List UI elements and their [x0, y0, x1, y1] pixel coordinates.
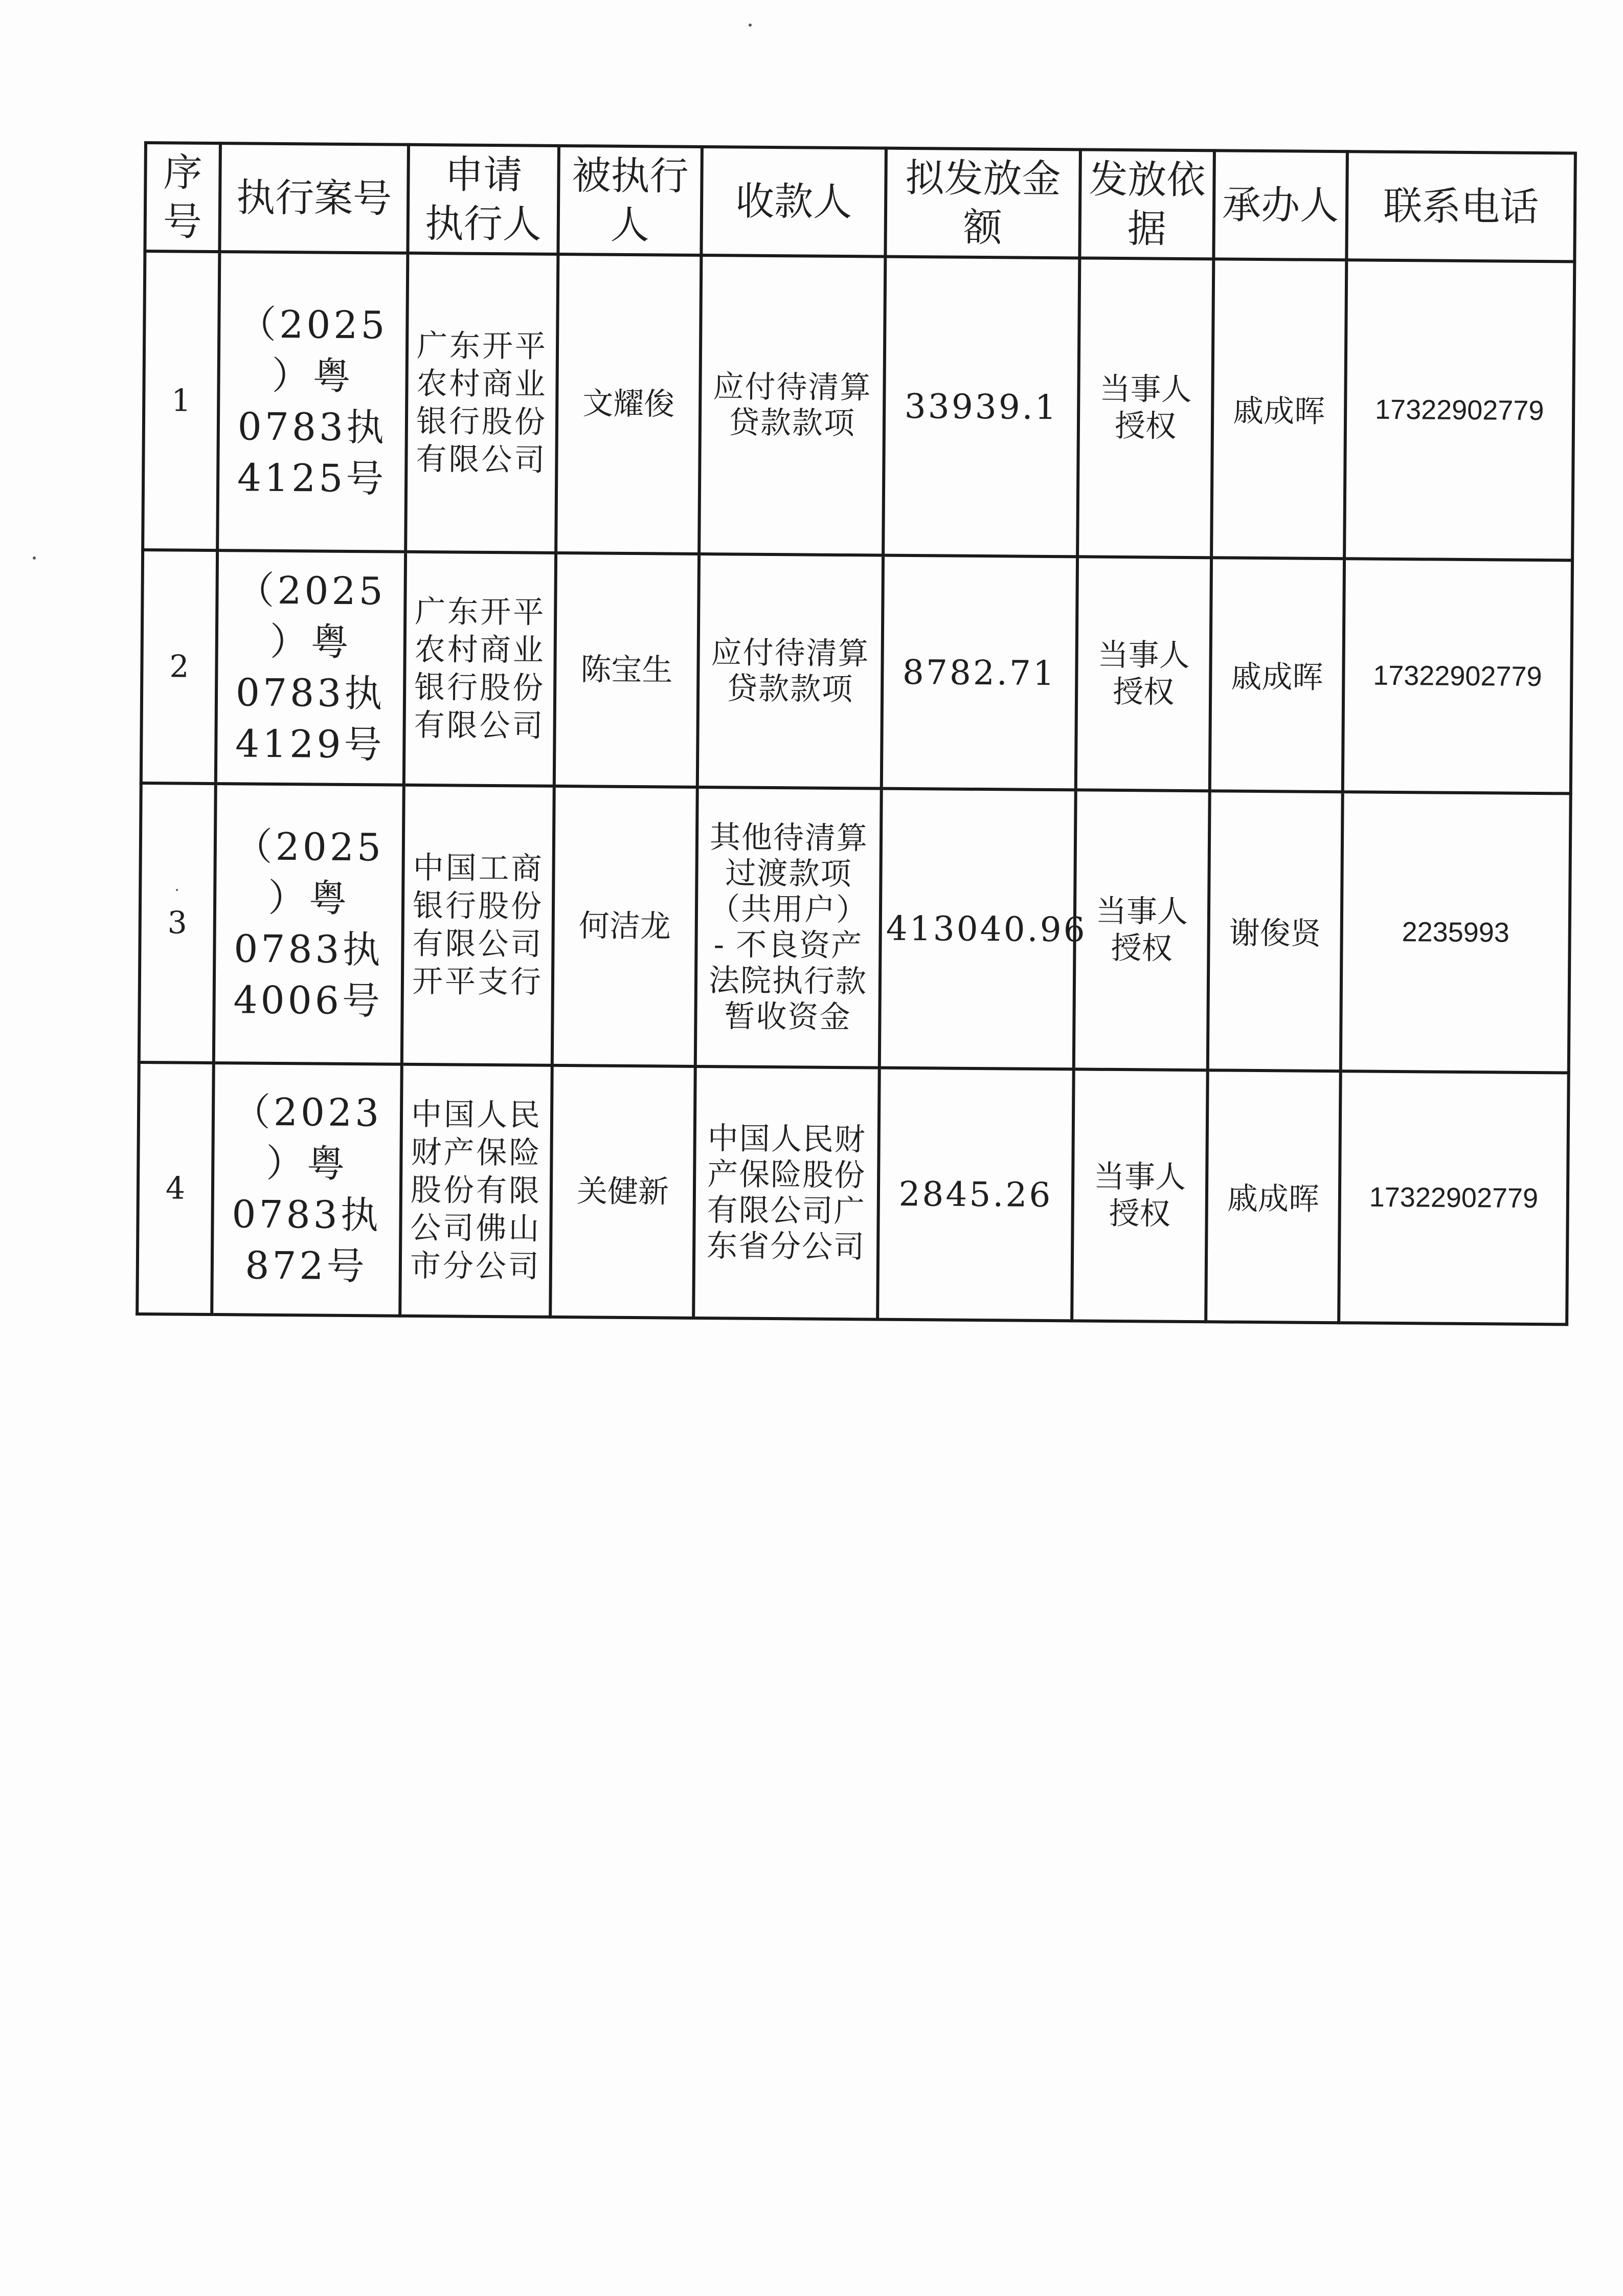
table-row: [143, 251, 1574, 560]
scan-speck: [33, 556, 36, 560]
cell-amount: 2845.26: [877, 1068, 1074, 1321]
header-payee: 收款人: [701, 147, 886, 257]
header-applicant: 申请 执行人: [408, 145, 559, 254]
cell-case-no: （2025 ）粤 0783执 4006号: [214, 784, 404, 1064]
table-row: [137, 1062, 1569, 1324]
cell-debtor: 何洁龙: [552, 786, 697, 1066]
cell-seq: 3: [139, 783, 216, 1063]
cell-seq: 1: [143, 251, 219, 550]
cell-handler: 戚成晖: [1211, 259, 1346, 559]
cell-basis: 当事人 授权: [1077, 258, 1213, 558]
scan-speck: [749, 24, 752, 27]
cell-handler: 戚成晖: [1206, 1070, 1341, 1323]
disbursement-table: [136, 141, 1577, 1326]
cell-payee: 其他待清算 过渡款项 （共用户） - 不良资产 法院执行款 暂收资金: [695, 787, 882, 1068]
cell-applicant: 广东开平 农村商业 银行股份 有限公司: [405, 253, 558, 553]
cell-amount: 33939.1: [883, 257, 1079, 557]
header-case-no: 执行案号: [219, 143, 409, 253]
cell-handler: 戚成晖: [1210, 558, 1344, 792]
cell-phone: 2235993: [1341, 792, 1571, 1073]
cell-basis: 当事人 授权: [1072, 1069, 1208, 1322]
header-handler: 承办人: [1213, 150, 1347, 260]
cell-case-no: （2025 ）粤 0783执 4129号: [216, 550, 405, 785]
cell-phone: 17322902779: [1339, 1071, 1569, 1324]
cell-basis: 当事人 授权: [1074, 790, 1210, 1070]
table-row: [141, 550, 1572, 793]
header-phone: 联系电话: [1346, 151, 1575, 261]
cell-payee: 应付待清算 贷款款项: [697, 554, 883, 789]
cell-payee: 应付待清算 贷款款项: [699, 255, 885, 555]
cell-basis: 当事人 授权: [1076, 556, 1211, 791]
cell-seq: 4: [137, 1062, 214, 1314]
cell-debtor: 关健新: [550, 1065, 695, 1318]
cell-seq: 2: [141, 550, 217, 784]
header-row: [145, 143, 1575, 261]
cell-debtor: 文耀俊: [556, 254, 701, 554]
cell-applicant: 中国工商 银行股份 有限公司 开平支行: [402, 785, 554, 1065]
header-seq: 序 号: [145, 143, 220, 252]
cell-debtor: 陈宝生: [554, 553, 699, 787]
disbursement-table-container: [136, 141, 1574, 1326]
table-row: [139, 783, 1571, 1073]
header-amount: 拟发放金 额: [885, 148, 1080, 258]
cell-amount: 8782.71: [882, 555, 1077, 790]
header-basis: 发放依 据: [1079, 149, 1214, 259]
cell-payee: 中国人民财 产保险股份 有限公司广 东省分公司: [693, 1066, 880, 1320]
cell-amount: 413040.96: [880, 789, 1076, 1069]
header-debtor: 被执行 人: [558, 146, 702, 255]
cell-case-no: （2023 ）粤 0783执 872号: [212, 1063, 402, 1316]
cell-applicant: 中国人民 财产保险 股份有限 公司佛山 市分公司: [400, 1064, 552, 1317]
cell-applicant: 广东开平 农村商业 银行股份 有限公司: [404, 552, 556, 786]
cell-phone: 17322902779: [1344, 260, 1574, 560]
cell-phone: 17322902779: [1343, 559, 1572, 793]
cell-case-no: （2025 ）粤 0783执 4125号: [217, 252, 408, 552]
cell-handler: 谢俊贤: [1208, 791, 1343, 1071]
